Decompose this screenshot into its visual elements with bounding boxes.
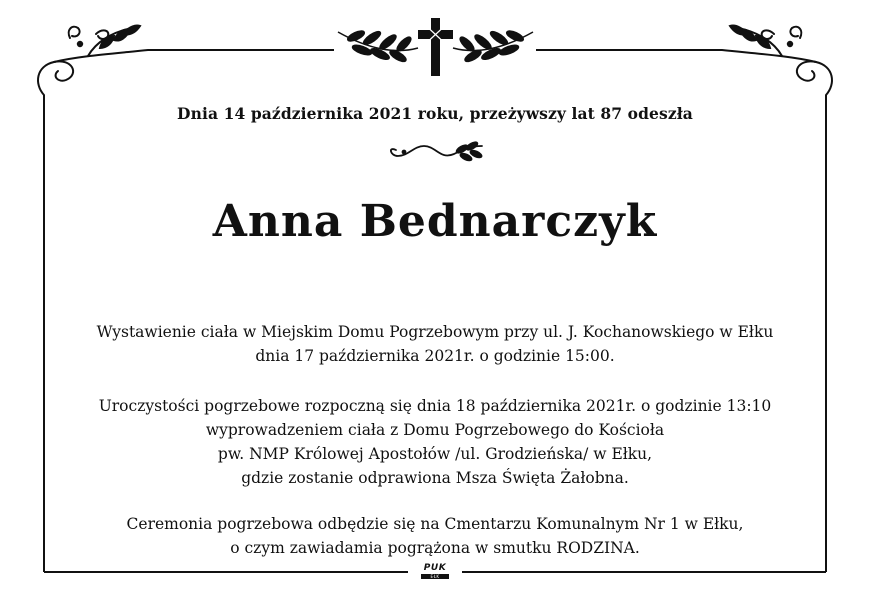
death-announcement: Dnia 14 października 2021 roku, przeżywszy lat 87 odeszła: [177, 104, 693, 123]
ceremony-line: Uroczystości pogrzebowe rozpoczną się dnia 18 października 2021r. o godzinie 13:10: [98, 397, 772, 415]
ceremony-line: gdzie zostanie odprawiona Msza Święta Żałobna.: [241, 469, 629, 487]
burial-paragraph: [0, 512, 870, 560]
puk-logo: [413, 563, 457, 581]
viewing-line: dnia 17 października 2021r. o godzinie 15:00.: [255, 347, 615, 365]
burial-line: Ceremonia pogrzebowa odbędzie się na Cmentarzu Komunalnym Nr 1 w Ełku,: [126, 515, 744, 533]
floral-swirl-left-icon: [38, 25, 148, 95]
leaf-swirl-divider-icon: [391, 141, 483, 162]
ceremony-line: wyprowadzeniem ciała z Domu Pogrzebowego do Kościoła: [205, 421, 665, 439]
ceremony-line: pw. NMP Królowej Apostołów /ul. Grodzieńska/ w Ełku,: [217, 445, 653, 463]
burial-line: o czym zawiadamia pogrążona w smutku RODZINA.: [230, 539, 640, 557]
floral-swirl-right-icon: [722, 25, 832, 95]
logo-text: PUK: [423, 563, 447, 573]
viewing-line: Wystawienie ciała w Miejskim Domu Pogrzebowym przy ul. J. Kochanowskiego w Ełku: [96, 323, 774, 341]
logo-subtext: EŁK: [421, 574, 449, 579]
ceremony-paragraph: [0, 394, 870, 490]
viewing-paragraph: [0, 320, 870, 368]
cross-icon: [338, 18, 533, 76]
deceased-name: Anna Bednarczyk: [212, 196, 658, 247]
